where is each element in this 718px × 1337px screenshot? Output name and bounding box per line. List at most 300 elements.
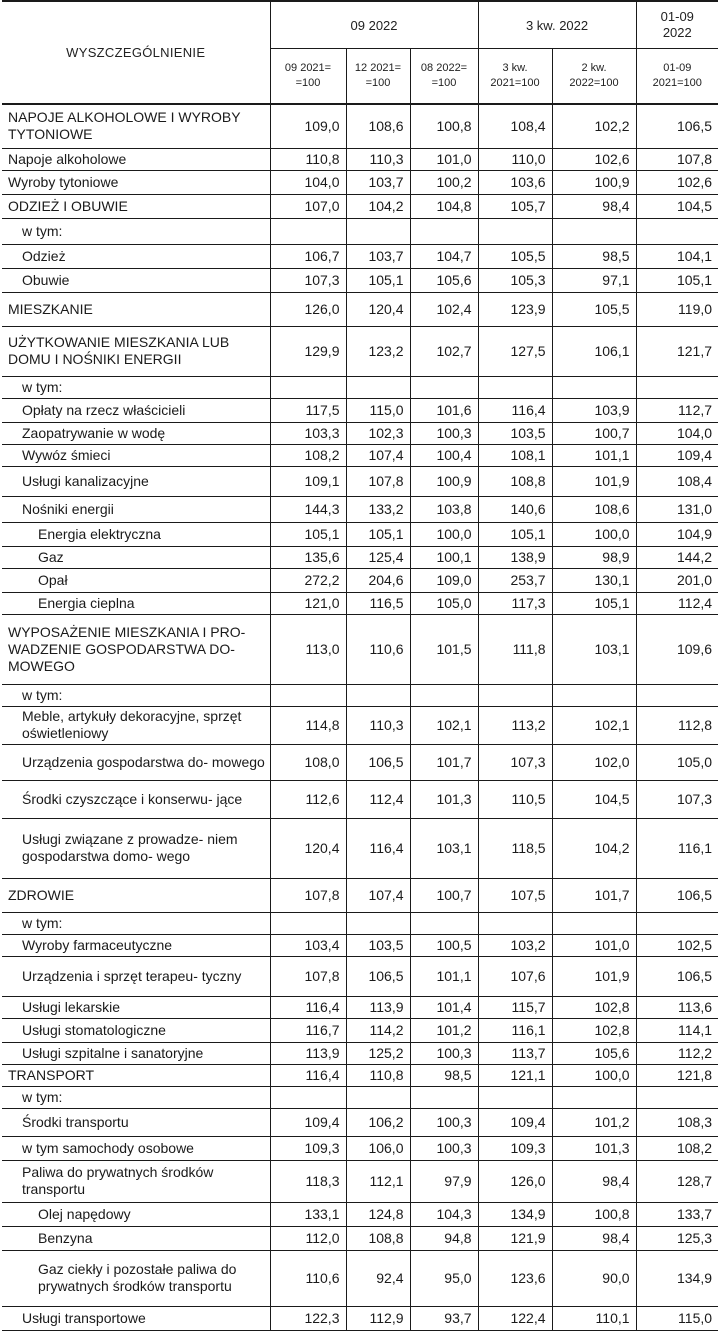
row-value-col-5 (552, 218, 636, 244)
row-value-col-2: 125,2 (346, 1042, 410, 1064)
row-value-col-3: 101,5 (410, 614, 478, 684)
row-value-col-3: 94,8 (410, 1226, 478, 1250)
row-value-col-4: 127,5 (478, 326, 552, 376)
row-value-col-2: 108,6 (346, 104, 410, 148)
table-row (2, 744, 718, 780)
row-label: Opłaty na rzecz właścicieli (2, 398, 270, 422)
row-value-col-1: 110,8 (270, 148, 346, 170)
row-value-col-3: 97,9 (410, 1160, 478, 1202)
row-value-col-3: 104,3 (410, 1202, 478, 1226)
row-label: MIESZKANIE (2, 292, 270, 326)
row-value-col-6: 121,7 (636, 326, 718, 376)
row-value-col-2: 110,8 (346, 1064, 410, 1086)
row-value-col-5: 102,8 (552, 996, 636, 1018)
row-value-col-1: 109,3 (270, 1136, 346, 1160)
row-value-col-1: 122,3 (270, 1306, 346, 1330)
row-value-col-1: 109,0 (270, 104, 346, 148)
subgroup-header-row (2, 218, 718, 244)
row-value-col-4 (478, 1086, 552, 1108)
table-row (2, 1160, 718, 1202)
row-value-col-4: 116,1 (478, 1018, 552, 1042)
row-value-col-3: 102,1 (410, 706, 478, 744)
row-value-col-5: 98,5 (552, 244, 636, 268)
row-value-col-5: 98,4 (552, 194, 636, 218)
row-value-col-5: 102,0 (552, 744, 636, 780)
header-label: WYSZCZEGÓLNIENIE (2, 1, 270, 104)
row-label: Paliwa do prywatnych środków transportu (2, 1160, 270, 1202)
row-value-col-3: 100,1 (410, 546, 478, 568)
row-value-col-4: 138,9 (478, 546, 552, 568)
row-value-col-3: 101,2 (410, 1018, 478, 1042)
row-value-col-2: 105,1 (346, 522, 410, 546)
row-value-col-4: 108,1 (478, 444, 552, 466)
row-value-col-5 (552, 1086, 636, 1108)
row-value-col-5: 101,2 (552, 1108, 636, 1136)
table-row (2, 1136, 718, 1160)
row-value-col-5: 90,0 (552, 1250, 636, 1306)
row-label: TRANSPORT (2, 1064, 270, 1086)
row-value-col-4: 103,5 (478, 422, 552, 444)
row-label: Wyroby tytoniowe (2, 170, 270, 194)
row-value-col-3: 100,3 (410, 1108, 478, 1136)
table-row (2, 780, 718, 818)
row-value-col-6: 106,5 (636, 878, 718, 912)
row-value-col-2 (346, 684, 410, 706)
row-value-col-1: 108,2 (270, 444, 346, 466)
row-label: NAPOJE ALKOHOLOWE I WYROBY TYTONIOWE (2, 104, 270, 148)
table-row (2, 934, 718, 956)
header-group-09-2022: 09 2022 (270, 1, 478, 49)
row-value-col-6: 108,3 (636, 1108, 718, 1136)
row-value-col-2: 107,8 (346, 466, 410, 496)
row-value-col-3: 98,5 (410, 1064, 478, 1086)
row-value-col-6: 108,4 (636, 466, 718, 496)
row-value-col-6: 128,7 (636, 1160, 718, 1202)
table-row (2, 1018, 718, 1042)
row-value-col-5 (552, 376, 636, 398)
row-value-col-6: 109,6 (636, 614, 718, 684)
row-value-col-6: 112,8 (636, 706, 718, 744)
subheader-09-2021: 09 2021= =100 (270, 49, 346, 105)
row-value-col-2 (346, 218, 410, 244)
row-value-col-3: 101,4 (410, 996, 478, 1018)
row-value-col-2: 113,9 (346, 996, 410, 1018)
row-value-col-4: 115,7 (478, 996, 552, 1018)
row-value-col-3: 100,2 (410, 170, 478, 194)
row-value-col-5: 101,0 (552, 934, 636, 956)
row-value-col-5: 103,9 (552, 398, 636, 422)
row-value-col-2: 107,4 (346, 444, 410, 466)
row-value-col-4: 113,2 (478, 706, 552, 744)
row-value-col-2: 103,7 (346, 170, 410, 194)
row-value-col-1: 110,6 (270, 1250, 346, 1306)
row-value-col-4: 123,6 (478, 1250, 552, 1306)
row-value-col-6: 144,2 (636, 546, 718, 568)
row-value-col-4: 122,4 (478, 1306, 552, 1330)
row-value-col-1 (270, 912, 346, 934)
row-value-col-5: 104,2 (552, 818, 636, 878)
row-value-col-2: 124,8 (346, 1202, 410, 1226)
row-label: Urządzenia i sprzęt terapeu- tyczny (2, 956, 270, 996)
row-value-col-1: 133,1 (270, 1202, 346, 1226)
header-group-01-09-2022: 01-09 2022 (636, 1, 718, 49)
table-row (2, 546, 718, 568)
row-value-col-2: 106,0 (346, 1136, 410, 1160)
subheader-2kw-2022: 2 kw. 2022=100 (552, 49, 636, 105)
table-body (2, 104, 718, 1330)
row-value-col-5: 102,6 (552, 148, 636, 170)
row-value-col-1: 126,0 (270, 292, 346, 326)
row-value-col-1: 135,6 (270, 546, 346, 568)
row-label: Obuwie (2, 268, 270, 292)
row-value-col-1: 109,4 (270, 1108, 346, 1136)
row-value-col-6: 105,0 (636, 744, 718, 780)
row-value-col-6 (636, 684, 718, 706)
row-value-col-2: 112,9 (346, 1306, 410, 1330)
row-label: Gaz (2, 546, 270, 568)
table-row (2, 1064, 718, 1086)
row-value-col-1: 107,0 (270, 194, 346, 218)
table-row (2, 1250, 718, 1306)
row-value-col-5: 100,0 (552, 522, 636, 546)
row-value-col-5 (552, 912, 636, 934)
row-value-col-3: 95,0 (410, 1250, 478, 1306)
row-value-col-3: 100,3 (410, 1136, 478, 1160)
price-index-table (2, 0, 718, 1331)
table-row (2, 268, 718, 292)
table-row (2, 496, 718, 522)
table-row (2, 194, 718, 218)
subheader-3kw-2021: 3 kw. 2021=100 (478, 49, 552, 105)
row-label: Opał (2, 568, 270, 592)
row-value-col-5: 101,1 (552, 444, 636, 466)
row-value-col-2: 110,6 (346, 614, 410, 684)
table-row (2, 996, 718, 1018)
row-value-col-3: 101,6 (410, 398, 478, 422)
subgroup-header-row (2, 1086, 718, 1108)
subgroup-header-row (2, 376, 718, 398)
row-value-col-3: 100,0 (410, 522, 478, 546)
row-value-col-5 (552, 684, 636, 706)
row-value-col-1: 103,3 (270, 422, 346, 444)
row-value-col-2: 105,1 (346, 268, 410, 292)
row-label: WYPOSAŻENIE MIESZKANIA I PRO- WADZENIE GOSPODARSTWA DO- MOWEGO (2, 614, 270, 684)
row-value-col-5: 98,9 (552, 546, 636, 568)
table-row (2, 878, 718, 912)
row-value-col-5: 97,1 (552, 268, 636, 292)
row-value-col-5: 100,0 (552, 1064, 636, 1086)
row-value-col-2: 110,3 (346, 706, 410, 744)
row-value-col-2: 102,3 (346, 422, 410, 444)
row-value-col-5: 101,9 (552, 466, 636, 496)
row-value-col-2: 204,6 (346, 568, 410, 592)
row-value-col-5: 105,6 (552, 1042, 636, 1064)
row-label: Energia elektryczna (2, 522, 270, 546)
row-value-col-4 (478, 684, 552, 706)
row-value-col-5: 98,4 (552, 1160, 636, 1202)
row-value-col-1: 109,1 (270, 466, 346, 496)
table-row (2, 818, 718, 878)
subheader-08-2022: 08 2022= =100 (410, 49, 478, 105)
row-value-col-2: 116,5 (346, 592, 410, 614)
table-row (2, 1226, 718, 1250)
row-value-col-6: 104,0 (636, 422, 718, 444)
row-value-col-1: 112,6 (270, 780, 346, 818)
row-value-col-4: 140,6 (478, 496, 552, 522)
row-label: Wywóz śmieci (2, 444, 270, 466)
table-row (2, 466, 718, 496)
row-value-col-3 (410, 376, 478, 398)
row-value-col-3: 93,7 (410, 1306, 478, 1330)
row-value-col-2: 110,3 (346, 148, 410, 170)
row-value-col-6: 115,0 (636, 1306, 718, 1330)
row-value-col-2: 116,4 (346, 818, 410, 878)
table-row (2, 326, 718, 376)
row-value-col-4: 113,7 (478, 1042, 552, 1064)
row-value-col-6: 114,1 (636, 1018, 718, 1042)
table-row (2, 244, 718, 268)
row-label: Olej napędowy (2, 1202, 270, 1226)
row-value-col-3: 104,8 (410, 194, 478, 218)
row-value-col-3: 109,0 (410, 568, 478, 592)
row-label: Usługi transportowe (2, 1306, 270, 1330)
row-value-col-6 (636, 376, 718, 398)
row-value-col-6: 102,5 (636, 934, 718, 956)
table-row (2, 148, 718, 170)
row-value-col-3 (410, 684, 478, 706)
row-value-col-4: 253,7 (478, 568, 552, 592)
row-label: ZDROWIE (2, 878, 270, 912)
row-value-col-1: 107,8 (270, 878, 346, 912)
row-value-col-2 (346, 376, 410, 398)
table-row (2, 522, 718, 546)
w-tym-label: w tym: (2, 912, 270, 934)
row-label: Gaz ciekły i pozostałe paliwa do prywatnych środków transportu (2, 1250, 270, 1306)
row-value-col-1: 116,4 (270, 1064, 346, 1086)
row-value-col-2: 125,4 (346, 546, 410, 568)
row-value-col-4: 103,6 (478, 170, 552, 194)
row-value-col-4: 107,6 (478, 956, 552, 996)
row-value-col-5: 102,8 (552, 1018, 636, 1042)
row-value-col-6: 201,0 (636, 568, 718, 592)
row-value-col-4: 103,2 (478, 934, 552, 956)
row-value-col-1: 116,7 (270, 1018, 346, 1042)
w-tym-label: w tym: (2, 376, 270, 398)
row-value-col-3: 102,7 (410, 326, 478, 376)
row-value-col-6: 104,9 (636, 522, 718, 546)
row-value-col-6: 104,1 (636, 244, 718, 268)
row-value-col-5: 110,1 (552, 1306, 636, 1330)
row-value-col-2: 106,5 (346, 956, 410, 996)
row-value-col-4: 121,1 (478, 1064, 552, 1086)
row-label: Energia cieplna (2, 592, 270, 614)
row-value-col-6 (636, 912, 718, 934)
row-value-col-1: 144,3 (270, 496, 346, 522)
row-label: Napoje alkoholowe (2, 148, 270, 170)
row-value-col-4: 110,0 (478, 148, 552, 170)
row-value-col-5: 102,2 (552, 104, 636, 148)
row-label: Odzież (2, 244, 270, 268)
row-value-col-4: 121,9 (478, 1226, 552, 1250)
row-value-col-5: 102,1 (552, 706, 636, 744)
row-value-col-2: 114,2 (346, 1018, 410, 1042)
table-row (2, 1108, 718, 1136)
row-label: Usługi związane z prowadze- niem gospodarstwa domo- wego (2, 818, 270, 878)
row-value-col-3: 100,8 (410, 104, 478, 148)
row-value-col-4 (478, 376, 552, 398)
row-value-col-3: 100,7 (410, 878, 478, 912)
header-group-3kw-2022: 3 kw. 2022 (478, 1, 636, 49)
row-label: Nośniki energii (2, 496, 270, 522)
row-value-col-6: 112,7 (636, 398, 718, 422)
row-value-col-2: 112,4 (346, 780, 410, 818)
row-value-col-3: 102,4 (410, 292, 478, 326)
row-value-col-1: 114,8 (270, 706, 346, 744)
table-row (2, 422, 718, 444)
row-value-col-2: 103,5 (346, 934, 410, 956)
row-value-col-2: 92,4 (346, 1250, 410, 1306)
row-value-col-6: 109,4 (636, 444, 718, 466)
row-value-col-6: 116,1 (636, 818, 718, 878)
row-value-col-3: 101,1 (410, 956, 478, 996)
row-value-col-3: 100,4 (410, 444, 478, 466)
row-value-col-4 (478, 218, 552, 244)
row-value-col-3: 104,7 (410, 244, 478, 268)
row-value-col-4: 105,1 (478, 522, 552, 546)
row-value-col-5: 100,7 (552, 422, 636, 444)
row-label: Urządzenia gospodarstwa do- mowego (2, 744, 270, 780)
row-value-col-1: 112,0 (270, 1226, 346, 1250)
row-value-col-1: 103,4 (270, 934, 346, 956)
row-value-col-5: 103,1 (552, 614, 636, 684)
row-value-col-6: 107,8 (636, 148, 718, 170)
row-value-col-4: 105,7 (478, 194, 552, 218)
row-value-col-6: 134,9 (636, 1250, 718, 1306)
w-tym-label: w tym: (2, 684, 270, 706)
row-value-col-5: 130,1 (552, 568, 636, 592)
row-value-col-3 (410, 1086, 478, 1108)
row-label: Meble, artykuły dekoracyjne, sprzęt oświetleniowy (2, 706, 270, 744)
row-value-col-6: 113,6 (636, 996, 718, 1018)
table-row (2, 614, 718, 684)
row-value-col-6: 105,1 (636, 268, 718, 292)
row-label: Wyroby farmaceutyczne (2, 934, 270, 956)
row-value-col-1: 107,8 (270, 956, 346, 996)
row-value-col-2: 103,7 (346, 244, 410, 268)
row-value-col-4: 107,3 (478, 744, 552, 780)
row-value-col-6: 112,4 (636, 592, 718, 614)
row-value-col-1 (270, 376, 346, 398)
row-value-col-3: 101,3 (410, 780, 478, 818)
row-value-col-4: 105,5 (478, 244, 552, 268)
table-row (2, 706, 718, 744)
row-value-col-6: 119,0 (636, 292, 718, 326)
row-value-col-2: 104,2 (346, 194, 410, 218)
row-value-col-1: 105,1 (270, 522, 346, 546)
row-label: Środki transportu (2, 1108, 270, 1136)
table-row (2, 292, 718, 326)
row-value-col-5: 105,1 (552, 592, 636, 614)
row-label: Benzyna (2, 1226, 270, 1250)
row-label: Zaopatrywanie w wodę (2, 422, 270, 444)
row-label: Środki czyszczące i konserwu- jące (2, 780, 270, 818)
row-value-col-6: 121,8 (636, 1064, 718, 1086)
row-label: ODZIEŻ I OBUWIE (2, 194, 270, 218)
price-index-table-sheet (2, 0, 718, 1331)
row-value-col-1: 104,0 (270, 170, 346, 194)
row-value-col-2 (346, 912, 410, 934)
row-value-col-2: 120,4 (346, 292, 410, 326)
table-row (2, 592, 718, 614)
row-value-col-6 (636, 1086, 718, 1108)
subgroup-header-row (2, 912, 718, 934)
row-value-col-6 (636, 218, 718, 244)
row-value-col-5: 105,5 (552, 292, 636, 326)
row-value-col-2: 123,2 (346, 326, 410, 376)
row-value-col-3: 101,0 (410, 148, 478, 170)
row-value-col-2: 106,5 (346, 744, 410, 780)
row-value-col-1: 117,5 (270, 398, 346, 422)
row-value-col-6: 104,5 (636, 194, 718, 218)
row-label: Usługi stomatologiczne (2, 1018, 270, 1042)
table-row (2, 956, 718, 996)
w-tym-label: w tym: (2, 1086, 270, 1108)
row-value-col-2 (346, 1086, 410, 1108)
w-tym-label: w tym: (2, 218, 270, 244)
row-value-col-2: 106,2 (346, 1108, 410, 1136)
row-value-col-1: 107,3 (270, 268, 346, 292)
row-value-col-4: 108,8 (478, 466, 552, 496)
row-value-col-3: 101,7 (410, 744, 478, 780)
row-value-col-4: 109,4 (478, 1108, 552, 1136)
row-value-col-5: 101,9 (552, 956, 636, 996)
row-value-col-4: 105,3 (478, 268, 552, 292)
row-value-col-4: 111,8 (478, 614, 552, 684)
table-row (2, 568, 718, 592)
row-value-col-3: 103,1 (410, 818, 478, 878)
table-row (2, 104, 718, 148)
row-value-col-4 (478, 912, 552, 934)
row-value-col-1: 129,9 (270, 326, 346, 376)
subheader-12-2021: 12 2021= =100 (346, 49, 410, 105)
row-value-col-4: 116,4 (478, 398, 552, 422)
row-value-col-1: 272,2 (270, 568, 346, 592)
row-value-col-6: 108,2 (636, 1136, 718, 1160)
row-label: UŻYTKOWANIE MIESZKANIA LUB DOMU I NOŚNIKI ENERGII (2, 326, 270, 376)
row-value-col-1 (270, 218, 346, 244)
row-value-col-5: 101,7 (552, 878, 636, 912)
table-row (2, 1202, 718, 1226)
row-value-col-1 (270, 1086, 346, 1108)
row-label: w tym samochody osobowe (2, 1136, 270, 1160)
row-value-col-4: 107,5 (478, 878, 552, 912)
subgroup-header-row (2, 684, 718, 706)
row-label: Usługi szpitalne i sanatoryjne (2, 1042, 270, 1064)
row-value-col-2: 107,4 (346, 878, 410, 912)
row-value-col-5: 104,5 (552, 780, 636, 818)
row-value-col-3: 105,0 (410, 592, 478, 614)
row-value-col-3: 100,5 (410, 934, 478, 956)
row-value-col-5: 100,9 (552, 170, 636, 194)
row-value-col-1: 116,4 (270, 996, 346, 1018)
row-value-col-3 (410, 218, 478, 244)
row-value-col-6: 106,5 (636, 956, 718, 996)
row-value-col-1 (270, 684, 346, 706)
row-value-col-4: 117,3 (478, 592, 552, 614)
row-value-col-1: 113,9 (270, 1042, 346, 1064)
row-value-col-4: 134,9 (478, 1202, 552, 1226)
row-value-col-4: 110,5 (478, 780, 552, 818)
